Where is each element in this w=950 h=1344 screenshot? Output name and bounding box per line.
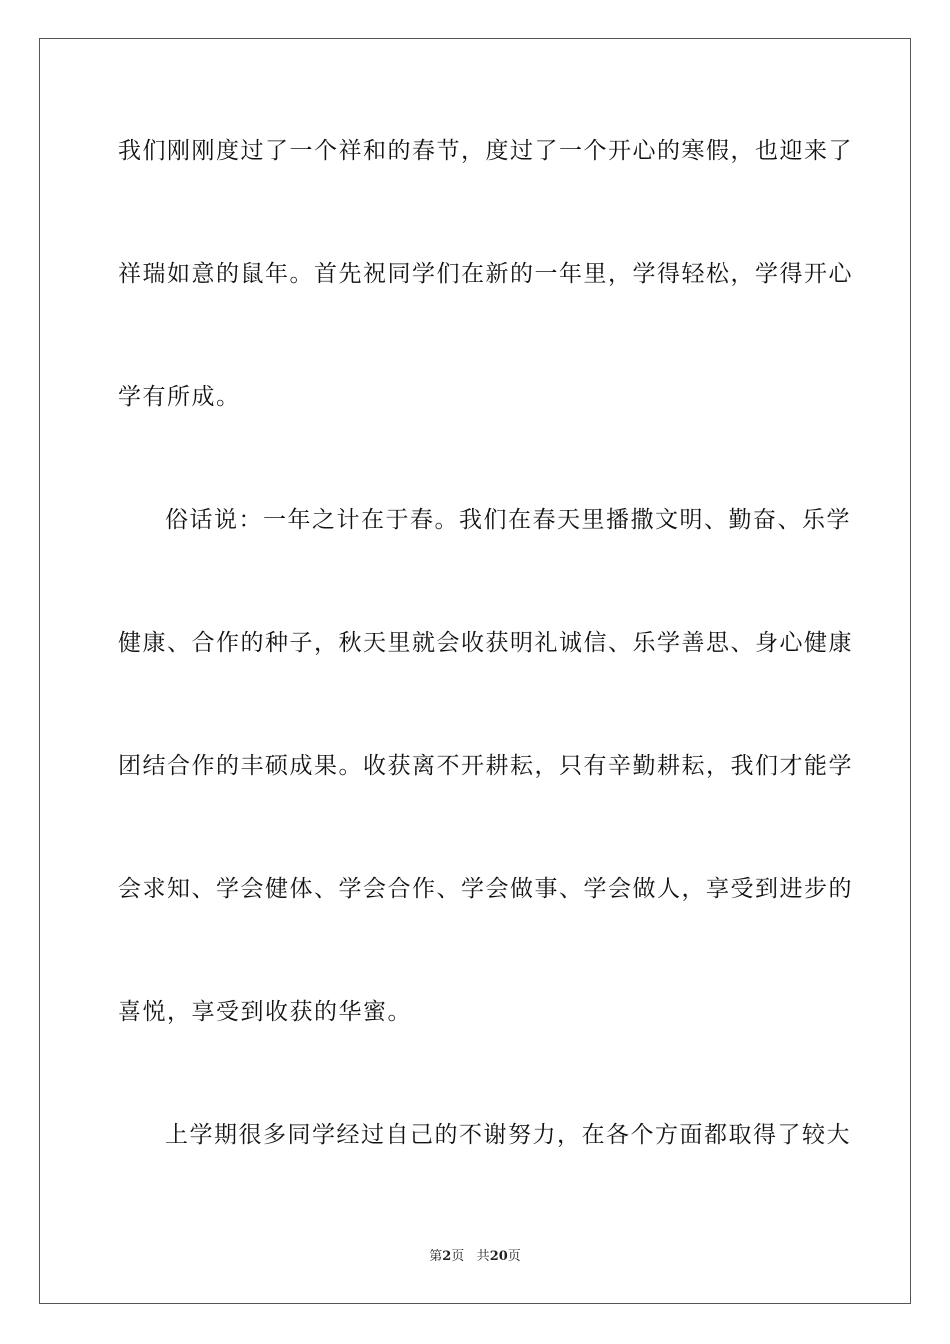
paragraph-first-line: 上学期很多同学经过自己的不谢努力，在各个方面都取得了较大 — [165, 1122, 851, 1148]
paragraph-line: 喜悦，享受到收获的华蜜。 — [118, 999, 412, 1025]
footer-gap — [464, 1249, 476, 1264]
total-prefix: 共 — [476, 1249, 490, 1264]
page-number: 2 — [442, 1249, 452, 1264]
total-pages: 20 — [489, 1249, 508, 1264]
total-suffix: 页 — [507, 1249, 521, 1264]
page-border — [39, 38, 911, 1304]
paragraph-line: 祥瑞如意的鼠年。首先祝同学们在新的一年里，学得轻松，学得开心 — [118, 261, 853, 287]
paragraph-line: 学有所成。 — [118, 384, 241, 410]
page-suffix: 页 — [451, 1249, 465, 1264]
page-prefix: 第 — [429, 1249, 443, 1264]
page-footer — [0, 1249, 950, 1265]
paragraph-line: 健康、合作的种子，秋天里就会收获明礼诚信、乐学善思、身心健康 — [118, 630, 853, 656]
paragraph-line: 会求知、学会健体、学会合作、学会做事、学会做人，享受到进步的 — [118, 876, 853, 902]
paragraph-line: 团结合作的丰硕成果。收获离不开耕耘，只有辛勤耕耘，我们才能学 — [118, 753, 853, 779]
paragraph-first-line: 俗话说：一年之计在于春。我们在春天里播撒文明、勤奋、乐学 — [165, 507, 851, 533]
paragraph-line: 我们刚刚度过了一个祥和的春节，度过了一个开心的寒假，也迎来了 — [118, 138, 853, 164]
